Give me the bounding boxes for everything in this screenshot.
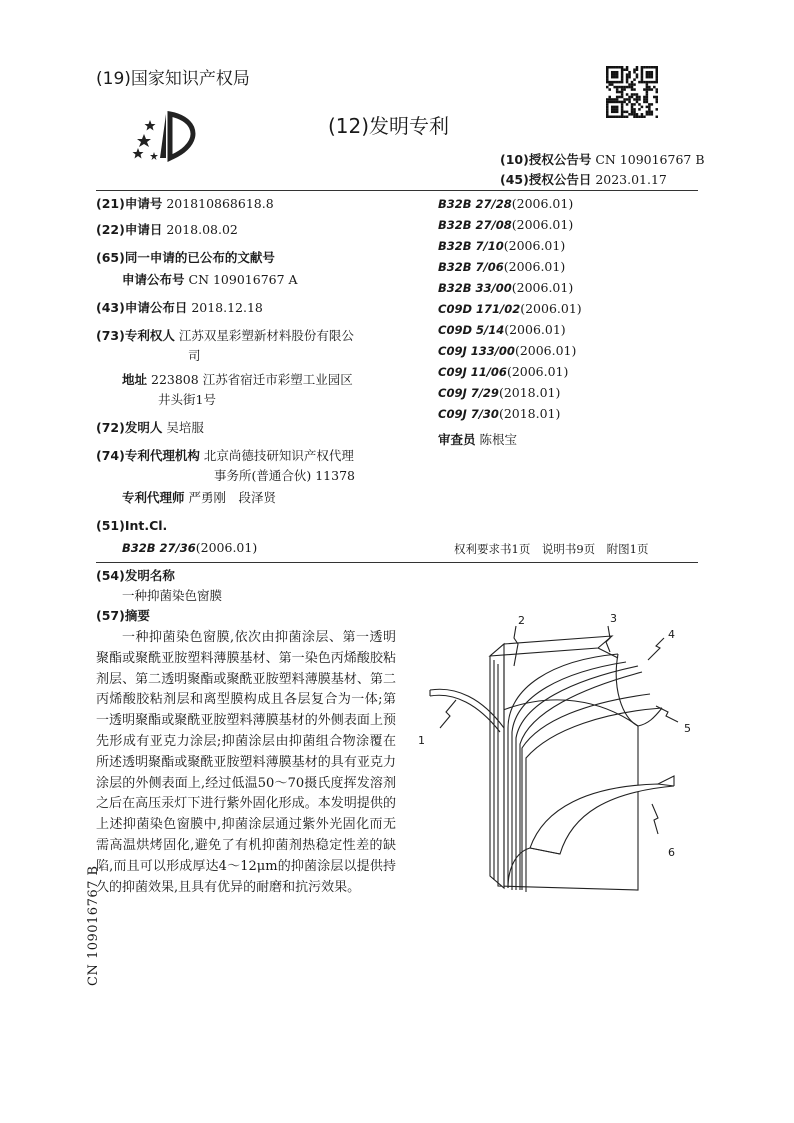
classification-code: C09J 7/30 [438,407,499,421]
title-label: (54)发明名称 [96,568,175,583]
pub-date-row [96,298,263,318]
classification-row [438,404,560,424]
inventor-row [96,418,204,438]
classification-code: C09J 7/29 [438,386,499,400]
grant-pub-no-row [500,150,705,170]
address: 223808 江苏省宿迁市彩塑工业园区 [151,372,353,387]
examiner: 陈根宝 [479,432,518,447]
patentee-row [96,326,354,346]
classification-year: (2006.01) [504,322,566,337]
app-no-label: (21)申请号 [96,196,163,211]
classification-year: (2006.01) [506,364,569,379]
agency-row [96,446,354,466]
same-app-row [96,248,275,268]
classification-code: B32B 7/10 [438,239,504,253]
classification-year: (2006.01) [511,196,574,211]
classification-code: C09D 5/14 [438,323,505,337]
grant-date-label: (45)授权公告日 [500,172,592,187]
classification-row [438,383,560,403]
intcl-main [122,538,257,558]
pub-date: 2018.12.18 [191,300,263,315]
app-no: 201810868618.8 [166,196,274,211]
classification-year: (2006.01) [503,259,566,274]
classification-code: B32B 33/00 [438,281,512,295]
classification-code: C09J 11/06 [438,365,507,379]
patentee-line2: 司 [188,348,201,363]
grant-date: 2023.01.17 [595,172,667,187]
agency-line2: 事务所(普通合伙) 11378 [214,468,355,483]
classification-row [438,362,568,382]
office-name: (19)国家知识产权局 [96,69,250,89]
examiner-row [438,430,517,450]
classification-year: (2006.01) [514,343,577,358]
abstract-text: 一种抑菌染色窗膜,依次由抑菌涂层、第一透明聚酯或聚酰亚胺塑料薄膜基材、第一染色丙烯酸胶粘剂层、第二透明聚酯或聚酰亚胺塑料薄膜基材、第二丙烯酸胶粘剂层和离型膜构成且各层复合为一体;第一透明聚酯或聚酰亚胺塑料薄膜基材的外侧表面上预先形成有亚克力涂层;抑菌涂层由抑菌组合物涂覆在所述透明聚酯或聚酰亚胺塑料薄膜基材的具有亚克力涂层的外侧表面上,经过低温50～70摄氏度挥发溶剂之后在高压汞灯下进行紫外固化形成。本发明提供的上述抑菌染色窗膜中,抑菌涂层通过紫外光固化而无需高温烘烤固化,避免了有机抑菌剂热稳定性差的缺陷,而且可以形成厚达4～12μm的抑菌涂层以提供持久的抑菌效果,且具有优异的耐磨和抗污效果。 [96,630,396,895]
classification-code: C09D 171/02 [438,302,521,316]
address-row [122,370,353,390]
biblio-divider [96,562,698,563]
address-label: 地址 [122,372,148,387]
same-app-label: (65)同一申请的已公布的文献号 [96,250,275,265]
agency: 北京尚德技研知识产权代理 [203,448,354,463]
classification-row [438,236,565,256]
classification-year: (2018.01) [498,385,561,400]
figure-label-6: 6 [668,846,675,859]
classification-year: (2006.01) [503,238,566,253]
agent: 严勇刚 段泽贤 [188,490,277,505]
figure-label-1: 1 [418,734,425,747]
invention-title: 一种抑菌染色窗膜 [122,588,223,603]
figure-label-4: 4 [668,628,675,641]
classification-row [438,341,576,361]
app-date-label: (22)申请日 [96,222,163,237]
classification-year: (2018.01) [498,406,561,421]
inventor-label: (72)发明人 [96,420,163,435]
classification-row [438,215,573,235]
app-date-row [96,220,238,240]
qr-code [606,66,658,118]
examiner-label: 审查员 [438,432,476,447]
figure-label-5: 5 [684,722,691,735]
classification-code: C09J 133/00 [438,344,515,358]
intcl-row [96,516,167,536]
classification-year: (2006.01) [511,280,574,295]
classification-row [438,257,565,277]
agency-label: (74)专利代理机构 [96,448,200,463]
abstract-label: (57)摘要 [96,608,150,623]
classification-code: B32B 27/08 [438,218,512,232]
app-no-row [96,194,274,214]
intcl-label: (51)Int.Cl. [96,518,168,533]
figure-1 [412,608,712,898]
agent-row [122,488,276,508]
agent-label: 专利代理师 [122,490,185,505]
patentee: 江苏双星彩塑新材料股份有限公 [178,328,354,343]
app-date: 2018.08.02 [166,222,238,237]
classification-row [438,194,573,214]
patentee-label: (73)专利权人 [96,328,175,343]
side-publication-number: CN 109016767 B [86,865,101,986]
grant-date-row [500,170,667,190]
pub-no-label: 申请公布号 [122,272,185,287]
intcl-code: B32B 27/36 [122,541,196,555]
classification-row [438,299,582,319]
address-line2: 井头街1号 [158,392,216,407]
classification-code: B32B 7/06 [438,260,504,274]
figure-label-3: 3 [610,612,617,625]
classification-year: (2006.01) [511,217,574,232]
pub-date-label: (43)申请公布日 [96,300,188,315]
grant-pub-no: CN 109016767 B [595,152,705,167]
classification-year: (2006.01) [520,301,582,316]
classification-row [438,278,573,298]
pub-no-row [122,270,298,290]
cnipa-logo [130,108,206,166]
pub-no: CN 109016767 A [188,272,298,287]
classification-row [438,320,566,340]
grant-pub-no-label: (10)授权公告号 [500,152,592,167]
document-type: (12)发明专利 [328,114,450,138]
classification-code: B32B 27/28 [438,197,512,211]
intcl-year: (2006.01) [195,540,258,555]
inventor: 吴培服 [166,420,204,435]
figure-label-2: 2 [518,614,525,627]
header-divider [96,190,698,191]
page-counts: 权利要求书1页 说明书9页 附图1页 [454,542,649,556]
